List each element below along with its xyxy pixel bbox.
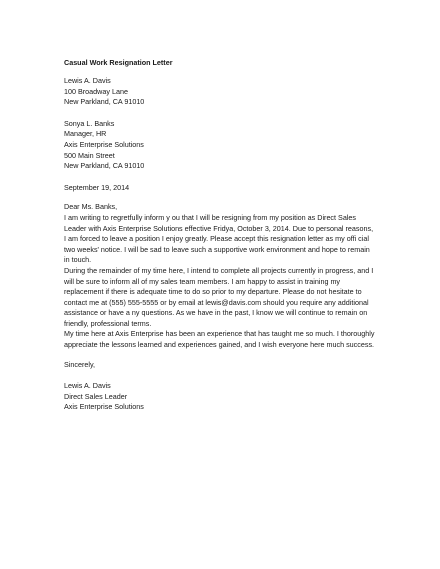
paragraph-line: I am forced to leave a position I enjoy greatly. Please accept this resignation letter as my offi cial	[64, 234, 369, 244]
paragraph-line: Leader with Axis Enterprise Solutions effective Fridya, October 3, 2014. Due to personal reasons,	[64, 223, 374, 233]
paragraph-line: assistance or have a ny questions. As we have in the past, I know we will continue to remain on	[64, 308, 368, 318]
signature-block	[64, 381, 400, 413]
letter-title: Casual Work Resignation Letter	[64, 58, 173, 67]
recipient-street: 500 Main Street	[64, 150, 115, 160]
sender-street: 100 Broadway Lane	[64, 86, 128, 96]
paragraph-2	[64, 266, 400, 330]
paragraph-line: replacement if there is adequate time to do so prior to my departure. Please do not hesitate to	[64, 287, 362, 297]
paragraph-line: My time here at Axis Enterprise has been an experience that has taught me so much. I thoroughly	[64, 329, 375, 339]
sender-name: Lewis A. Davis	[64, 76, 111, 85]
recipient-company: Axis Enterprise Solutions	[64, 139, 144, 149]
paragraph-line: During the remainder of my time here, I intend to complete all projects currently in progress, and I	[64, 265, 374, 275]
paragraph-line: friendly, professional terms.	[64, 318, 152, 328]
recipient-address	[64, 119, 400, 172]
closing: Sincerely,	[64, 359, 96, 369]
signature-company: Axis Enterprise Solutions	[64, 402, 144, 412]
paragraph-line: appreciate the lessons learned and experiences gained, and I wish everyone here much success.	[64, 340, 375, 350]
recipient-title: Manager, HR	[64, 129, 107, 139]
paragraph-3	[64, 329, 400, 350]
recipient-city: New Parkland, CA 91010	[64, 161, 145, 171]
paragraph-line: contact me at (555) 555-5555 or by email at lewis@davis.com should you require any additional	[64, 297, 369, 307]
signature-name: Lewis A. Davis	[64, 381, 111, 391]
sender-address	[64, 76, 400, 108]
salutation: Dear Ms. Banks,	[64, 202, 118, 212]
paragraph-line: will be sure to inform all of my sales team members. I am happy to assist in training my	[64, 276, 341, 286]
paragraph-1	[64, 213, 400, 266]
paragraph-line: in touch.	[64, 255, 92, 265]
signature-title: Direct Sales Leader	[64, 391, 128, 401]
paragraph-line: I am writing to regretfully inform y ou that I will be resigning from my position as Direct Sales	[64, 212, 357, 222]
paragraph-line: two weeks' notice. I will be sad to leave such a supportive work environment and hope to remain	[64, 244, 370, 254]
sender-city: New Parkland, CA 91010	[64, 97, 145, 107]
letter-date: September 19, 2014	[64, 182, 130, 192]
recipient-name: Sonya L. Banks	[64, 118, 115, 128]
